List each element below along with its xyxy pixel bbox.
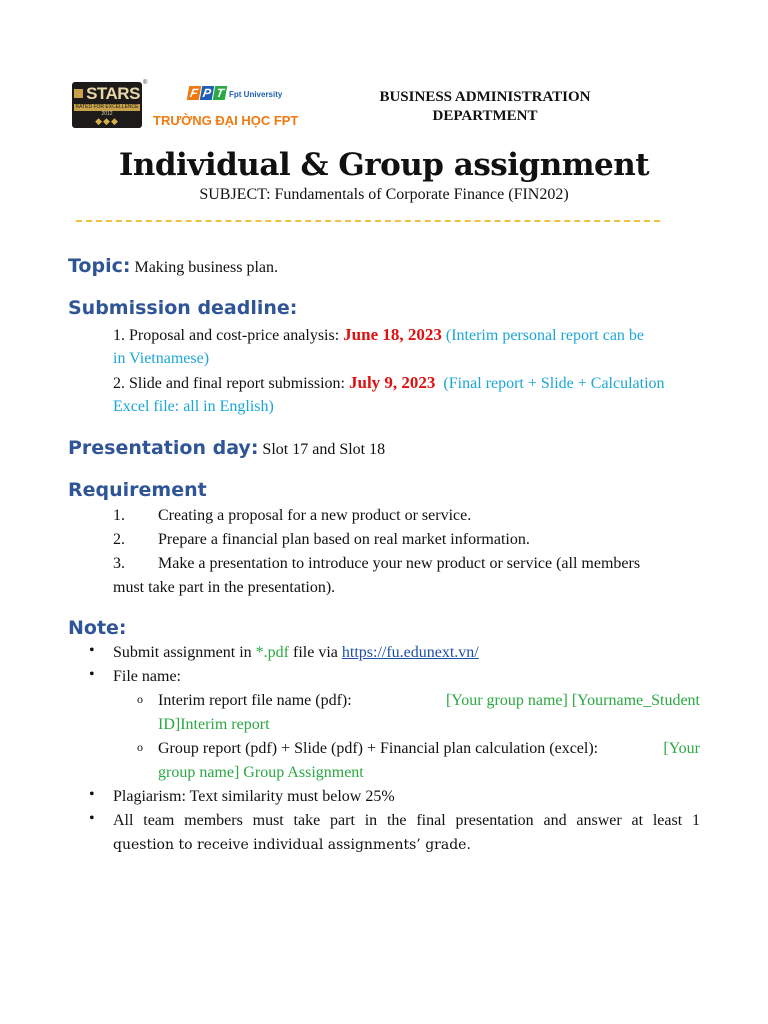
- group-report-label: Group report (pdf) + Slide (pdf) + Financial plan calculation (excel):: [158, 740, 599, 757]
- sub-bullet-icon: o: [137, 692, 143, 706]
- subject-line: SUBJECT: Fundamentals of Corporate Finance (FIN202): [199, 186, 569, 203]
- requirement-item-3-cont: must take part in the presentation).: [113, 579, 336, 596]
- pdf-ext: *.pdf: [255, 644, 289, 661]
- deadline-note-2a: (Final report + Slide + Calculation: [443, 375, 665, 392]
- stars-dots-icon: ◆◆◆: [95, 116, 119, 126]
- requirement-item-1: Creating a proposal for a new product or service.: [158, 507, 472, 524]
- requirement-num-3: 3.: [113, 555, 125, 572]
- note-heading: Note:: [68, 617, 127, 639]
- presentation-value: Slot 17 and Slot 18: [262, 441, 386, 458]
- fpt-letter-t: T: [213, 86, 227, 100]
- note-item-team: All team members must take part in the final presentation and answer at least 1: [113, 812, 700, 829]
- note-sub-group: [158, 737, 700, 761]
- stars-square-icon: [74, 89, 83, 98]
- requirement-num-1: 1.: [113, 507, 125, 524]
- fpt-letter-f: F: [187, 86, 201, 100]
- group-format-a: [Your: [663, 740, 700, 757]
- interim-format-b: ID]Interim report: [158, 716, 270, 733]
- deadline-note-2b: Excel file: all in English): [113, 398, 274, 415]
- edunext-link[interactable]: https://fu.edunext.vn/: [341, 644, 479, 661]
- bullet-icon: •: [89, 786, 95, 803]
- presentation-label: Presentation day:: [68, 437, 259, 459]
- note-item-filename: File name:: [113, 668, 181, 685]
- deadline-note-1b: in Vietnamese): [113, 350, 210, 367]
- deadline-item-2-label: 2. Slide and final report submission:: [113, 375, 349, 392]
- note-item-team-cont: question to receive individual assignments’ grade.: [113, 837, 471, 853]
- presentation-row: [68, 437, 385, 462]
- stars-year: 2012: [101, 111, 113, 117]
- bullet-icon: •: [89, 666, 95, 683]
- topic-label: Topic:: [68, 255, 131, 277]
- note-submit-prefix: Submit assignment in: [113, 644, 256, 661]
- deadline-date-1: June 18, 2023: [343, 325, 442, 344]
- trademark-mark: ®: [143, 80, 148, 86]
- note-submit-mid: file via: [289, 644, 342, 661]
- fpt-school-name: TRƯỜNG ĐẠI HỌC FPT: [153, 113, 299, 128]
- deadline-heading: Submission deadline:: [68, 297, 298, 319]
- fpt-university-text: Fpt University: [229, 90, 283, 99]
- requirement-heading: Requirement: [68, 479, 207, 501]
- note-item-plagiarism: Plagiarism: Text similarity must below 25%: [113, 788, 395, 805]
- deadline-note-1a: (Interim personal report can be: [441, 327, 645, 344]
- deadline-item-2: [113, 371, 665, 396]
- sub-bullet-icon: o: [137, 740, 143, 754]
- stars-title: STARS: [86, 84, 140, 103]
- requirement-num-2: 2.: [113, 531, 125, 548]
- interim-format-a: [Your group name] [Yourname_Student: [445, 692, 700, 709]
- department-line-1: BUSINESS ADMINISTRATION: [379, 89, 591, 105]
- deadline-item-1: [113, 323, 644, 348]
- department-line-2: DEPARTMENT: [432, 108, 538, 124]
- deadline-item-1-label: 1. Proposal and cost-price analysis:: [113, 327, 344, 344]
- group-format-b: group name] Group Assignment: [158, 764, 364, 781]
- stars-logo: [72, 82, 142, 128]
- page-title: Individual & Group assignment: [118, 147, 650, 183]
- stars-subtitle: RATED FOR EXCELLENCE: [75, 104, 139, 110]
- interim-label: Interim report file name (pdf):: [158, 692, 352, 709]
- note-sub-interim: [158, 689, 700, 713]
- note-item-submit: [113, 641, 479, 665]
- fpt-logo: [188, 84, 227, 104]
- topic-row: [68, 255, 278, 280]
- bullet-icon: •: [89, 810, 95, 827]
- divider: [76, 220, 660, 222]
- topic-value: Making business plan.: [134, 259, 279, 276]
- requirement-item-2: Prepare a financial plan based on real market information.: [158, 531, 530, 548]
- bullet-icon: •: [89, 642, 95, 659]
- deadline-date-2: July 9, 2023: [348, 373, 436, 392]
- fpt-letter-p: P: [201, 86, 213, 100]
- requirement-item-3: Make a presentation to introduce your new product or service (all members: [158, 555, 641, 572]
